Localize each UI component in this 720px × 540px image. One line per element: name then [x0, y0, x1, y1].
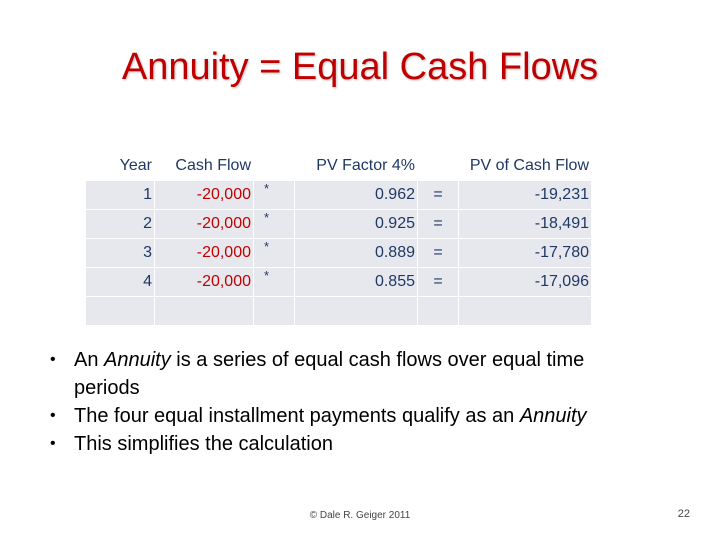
blank-cell	[155, 297, 254, 326]
copyright-footer: © Dale R. Geiger 2011	[309, 510, 411, 521]
bullet-emphasis: Annuity	[104, 349, 171, 371]
cell-year: 4	[86, 268, 155, 297]
cell-pv-factor: 0.962	[295, 181, 418, 210]
cell-cash-flow: -20,000	[155, 181, 254, 210]
bullet-dot-icon: •	[50, 351, 56, 368]
page-number: 22	[677, 508, 690, 520]
cell-cash-flow: -20,000	[155, 268, 254, 297]
slide-title: Annuity = Equal Cash Flows	[121, 46, 599, 88]
cell-pv-cash-flow: -17,780	[459, 239, 592, 268]
cell-multiply: *	[254, 239, 295, 268]
blank-cell	[418, 297, 459, 326]
bullet-item	[50, 346, 650, 402]
cell-equals: =	[418, 181, 459, 210]
table-row	[86, 239, 592, 268]
cell-pv-factor: 0.855	[295, 268, 418, 297]
header-cash-flow: Cash Flow	[155, 152, 254, 181]
header-eq-spacer	[418, 152, 459, 181]
cell-multiply: *	[254, 181, 295, 210]
blank-cell	[459, 297, 592, 326]
bullet-item	[50, 402, 650, 430]
cell-multiply: *	[254, 268, 295, 297]
annuity-table	[85, 151, 592, 326]
bullet-text: An	[74, 349, 105, 371]
bullet-text: is a series of equal cash flows over equal time periods	[74, 349, 585, 399]
bullet-emphasis: Annuity	[519, 405, 587, 427]
cell-year: 1	[86, 181, 155, 210]
header-year: Year	[86, 152, 155, 181]
cell-pv-factor: 0.889	[295, 239, 418, 268]
blank-cell	[295, 297, 418, 326]
bullet-dot-icon: •	[50, 435, 56, 452]
table-blank-row	[86, 297, 592, 326]
bullet-dot-icon: •	[50, 407, 56, 424]
cell-year: 2	[86, 210, 155, 239]
header-pv-cash-flow: PV of Cash Flow	[459, 152, 592, 181]
bullet-item	[50, 430, 650, 458]
bullet-text: The four equal installment payments qualify as an	[74, 405, 520, 427]
cell-multiply: *	[254, 210, 295, 239]
table-row	[86, 181, 592, 210]
cell-pv-cash-flow: -18,491	[459, 210, 592, 239]
cell-equals: =	[418, 268, 459, 297]
cell-pv-factor: 0.925	[295, 210, 418, 239]
table-row	[86, 268, 592, 297]
cell-equals: =	[418, 210, 459, 239]
cell-year: 3	[86, 239, 155, 268]
cell-cash-flow: -20,000	[155, 210, 254, 239]
table-row	[86, 210, 592, 239]
header-pv-factor: PV Factor 4%	[295, 152, 418, 181]
bullet-list	[50, 346, 650, 458]
table-header-row	[86, 152, 592, 181]
blank-cell	[86, 297, 155, 326]
bullet-text: This simplifies the calculation	[74, 433, 333, 455]
cell-pv-cash-flow: -19,231	[459, 181, 592, 210]
header-op-spacer	[254, 152, 295, 181]
blank-cell	[254, 297, 295, 326]
cell-cash-flow: -20,000	[155, 239, 254, 268]
cell-pv-cash-flow: -17,096	[459, 268, 592, 297]
cell-equals: =	[418, 239, 459, 268]
